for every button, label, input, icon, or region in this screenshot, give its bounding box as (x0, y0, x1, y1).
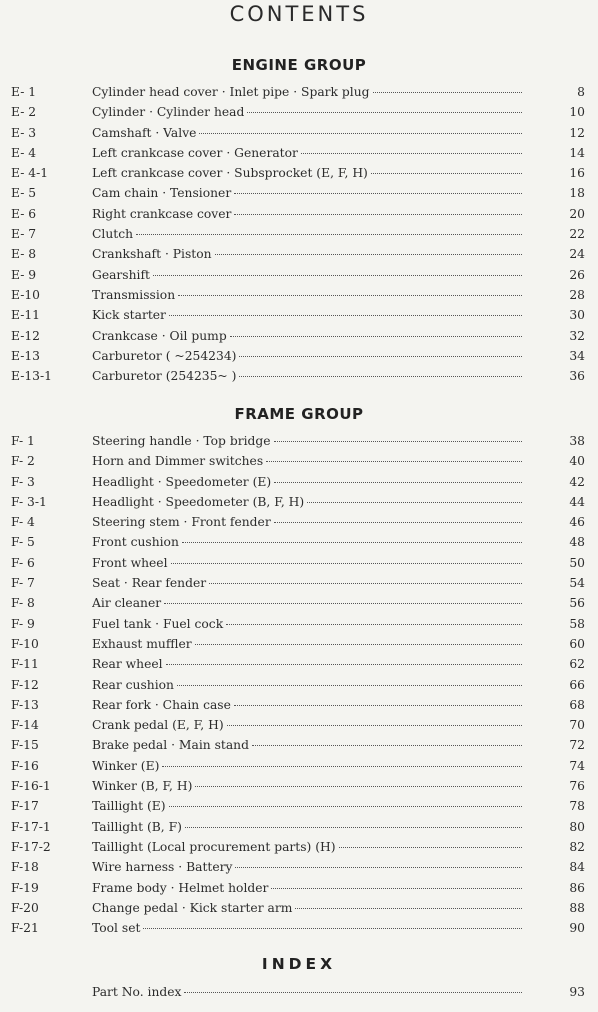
toc-entry (0, 494, 598, 514)
toc-entry-code: F- 5 (11, 535, 35, 550)
toc-entry-title: Fuel tank · Fuel cock (92, 616, 224, 631)
toc-entry-code: F- 9 (11, 616, 35, 631)
toc-entry-title-wrap (92, 145, 522, 162)
toc-entry-page-number: 34 (569, 348, 585, 363)
toc-entry-title-wrap (92, 104, 522, 121)
toc-entry-title-wrap (92, 656, 522, 673)
toc-entry (0, 778, 598, 798)
dot-leader (209, 575, 522, 584)
toc-entry-title: Kick starter (92, 308, 166, 323)
toc-entry-title: Horn and Dimmer switches (92, 454, 264, 469)
toc-entry-title: Tool set (92, 921, 141, 936)
toc-entry-page-number: 32 (569, 328, 585, 343)
dot-leader (266, 453, 522, 462)
toc-entry-title-wrap (92, 226, 522, 243)
toc-entry-title: Front wheel (92, 555, 168, 570)
toc-entry-title-wrap (92, 920, 522, 937)
dot-leader (247, 104, 522, 113)
toc-entry (0, 453, 598, 473)
toc-entry-page-number: 18 (569, 186, 585, 201)
dot-leader (227, 717, 522, 726)
toc-entry-page-number: 24 (569, 247, 585, 262)
toc-entry-code: E- 2 (11, 105, 37, 120)
toc-entry-code: F-10 (11, 636, 39, 651)
toc-entry-title: Wire harness · Battery (92, 860, 233, 875)
dot-leader (164, 595, 522, 604)
toc-entry-title: Crankshaft · Piston (92, 247, 212, 262)
toc-entry (0, 348, 598, 368)
toc-entry-code: E- 4 (11, 145, 37, 160)
toc-entry (0, 595, 598, 615)
toc-entry-page-number: 30 (569, 308, 585, 323)
toc-entry-title-wrap (92, 534, 522, 551)
dot-leader (239, 368, 522, 377)
toc-entry-title: Headlight · Speedometer (E) (92, 474, 272, 489)
toc-entry-title: Cylinder · Cylinder head (92, 105, 245, 120)
toc-entry (0, 287, 598, 307)
toc-entry-title-wrap (92, 636, 522, 653)
dot-leader (252, 737, 522, 746)
toc-entry (0, 717, 598, 737)
toc-entry-title: Left crankcase cover · Generator (92, 145, 298, 160)
toc-entry-code: F-17 (11, 799, 39, 814)
toc-entry-page-number: 44 (569, 494, 585, 509)
dot-leader (234, 185, 522, 194)
toc-entry-code: F-13 (11, 697, 39, 712)
dot-leader (215, 246, 522, 255)
toc-entry-title-wrap (92, 555, 522, 572)
toc-entry-title: Frame body · Helmet holder (92, 880, 269, 895)
toc-entry (0, 125, 598, 145)
toc-entry-page-number: 68 (569, 697, 585, 712)
toc-entry-code: F- 7 (11, 576, 35, 591)
toc-entry-title: Carburetor ( ~254234) (92, 348, 237, 363)
dot-leader (371, 165, 522, 174)
toc-entry-title-wrap (92, 798, 522, 815)
toc-entry-title: Taillight (E) (92, 799, 166, 814)
toc-entry (0, 677, 598, 697)
toc-entry-title: Part No. index (92, 985, 182, 999)
toc-entry-page-number: 48 (569, 535, 585, 550)
toc-entry-title-wrap (92, 474, 522, 491)
dot-leader (143, 920, 522, 929)
toc-entry-title: Gearshift (92, 267, 150, 282)
toc-entry-title-wrap (92, 616, 522, 633)
toc-entry-title: Change pedal · Kick starter arm (92, 900, 293, 915)
toc-entry-title-wrap (92, 348, 522, 365)
dot-leader (274, 514, 522, 523)
toc-entry-page-number: 22 (569, 227, 585, 242)
toc-entry-title: Crankcase · Oil pump (92, 328, 227, 343)
toc-entry-page-number: 58 (569, 616, 585, 631)
toc-entry (0, 616, 598, 636)
dot-leader (171, 555, 522, 564)
toc-entry-title: Steering handle · Top bridge (92, 434, 271, 448)
toc-entry-code: E-10 (11, 287, 41, 302)
toc-entry-title: Crank pedal (E, F, H) (92, 718, 224, 733)
dot-leader (162, 758, 522, 767)
toc-entry (0, 226, 598, 246)
toc-entry-title-wrap (92, 900, 522, 917)
index-group-list (0, 984, 598, 1004)
toc-entry-title-wrap (92, 677, 522, 694)
toc-entry-page-number: 60 (569, 636, 585, 651)
toc-entry-title: Clutch (92, 227, 134, 242)
toc-entry-page-number: 16 (569, 166, 585, 181)
index-group-title: INDEX (261, 955, 337, 973)
toc-entry-page-number: 40 (569, 454, 585, 469)
dot-leader (199, 125, 522, 134)
toc-entry-title-wrap (92, 839, 522, 856)
toc-entry-code: F-12 (11, 677, 39, 692)
toc-entry-code: F- 4 (11, 515, 35, 530)
engine-group-list (0, 84, 598, 388)
toc-entry-code: E- 6 (11, 206, 37, 221)
toc-entry-code: F- 2 (11, 454, 35, 469)
toc-entry-page-number: 78 (569, 799, 585, 814)
toc-entry-title-wrap (92, 433, 522, 450)
toc-entry (0, 900, 598, 920)
toc-entry-code: F-21 (11, 921, 39, 936)
toc-entry-code: F-20 (11, 900, 39, 915)
toc-entry-title: Taillight (Local procurement parts) (H) (92, 839, 336, 854)
toc-entry-code: F-16-1 (11, 779, 51, 794)
toc-entry-title: Transmission (92, 287, 176, 302)
toc-entry-title-wrap (92, 328, 522, 345)
toc-entry-code: E- 3 (11, 125, 37, 140)
dot-leader (234, 697, 522, 706)
toc-entry-title-wrap (92, 185, 522, 202)
toc-entry-title-wrap (92, 165, 522, 182)
toc-entry-title-wrap (92, 307, 522, 324)
toc-entry-title-wrap (92, 984, 522, 1001)
dot-leader (185, 819, 522, 828)
toc-entry-title: Seat · Rear fender (92, 576, 207, 591)
toc-entry-code: F-14 (11, 718, 39, 733)
toc-entry-code: F-19 (11, 880, 39, 895)
toc-entry (0, 575, 598, 595)
toc-entry-page-number: 66 (569, 677, 585, 692)
toc-entry-page-number: 54 (569, 576, 585, 591)
toc-entry-code: E- 1 (11, 85, 37, 99)
toc-entry-page-number: 72 (569, 738, 585, 753)
toc-entry-page-number: 74 (569, 758, 585, 773)
toc-entry-title-wrap (92, 880, 522, 897)
toc-entry (0, 737, 598, 757)
toc-entry-title-wrap (92, 737, 522, 754)
dot-leader (166, 656, 522, 665)
toc-entry-title: Cylinder head cover · Inlet pipe · Spark plug (92, 85, 370, 99)
toc-entry-title-wrap (92, 819, 522, 836)
toc-entry-page-number: 38 (569, 434, 585, 448)
dot-leader (235, 859, 522, 868)
dot-leader (153, 267, 522, 276)
toc-entry (0, 859, 598, 879)
toc-entry (0, 104, 598, 124)
dot-leader (178, 287, 522, 296)
toc-entry-code: E-12 (11, 328, 41, 343)
toc-entry-code: E-13-1 (11, 369, 52, 384)
toc-entry-title-wrap (92, 778, 522, 795)
toc-entry-title: Camshaft · Valve (92, 125, 197, 140)
toc-entry-title: Brake pedal · Main stand (92, 738, 249, 753)
toc-entry-page-number: 28 (569, 287, 585, 302)
toc-entry-title-wrap (92, 758, 522, 775)
toc-entry-code: E- 4-1 (11, 166, 49, 181)
toc-entry-page-number: 26 (569, 267, 585, 282)
toc-entry (0, 307, 598, 327)
toc-entry-title-wrap (92, 514, 522, 531)
toc-entry-title-wrap (92, 697, 522, 714)
toc-entry-title-wrap (92, 859, 522, 876)
dot-leader (195, 778, 522, 787)
toc-entry-title-wrap (92, 494, 522, 511)
toc-entry-code: F-18 (11, 860, 39, 875)
page-title: CONTENTS (229, 2, 369, 26)
toc-entry-page-number: 88 (569, 900, 585, 915)
toc-entry (0, 819, 598, 839)
dot-leader (234, 206, 522, 215)
toc-entry-title: Winker (E) (92, 758, 160, 773)
dot-leader (271, 880, 522, 889)
toc-entry-code: E- 8 (11, 247, 37, 262)
toc-entry-page-number: 14 (569, 145, 585, 160)
toc-entry-title: Headlight · Speedometer (B, F, H) (92, 494, 305, 509)
toc-entry (0, 246, 598, 266)
toc-entry-title: Rear wheel (92, 657, 163, 672)
toc-entry (0, 798, 598, 818)
toc-entry-title-wrap (92, 287, 522, 304)
toc-entry-title-wrap (92, 125, 522, 142)
toc-entry-title-wrap (92, 575, 522, 592)
dot-leader (195, 636, 522, 645)
toc-entry-title: Air cleaner (92, 596, 162, 611)
dot-leader (184, 984, 522, 993)
toc-entry-page-number: 86 (569, 880, 585, 895)
toc-entry (0, 433, 598, 453)
toc-entry-title: Cam chain · Tensioner (92, 186, 232, 201)
toc-entry-title-wrap (92, 246, 522, 263)
toc-entry-title: Rear cushion (92, 677, 174, 692)
toc-entry-title: Steering stem · Front fender (92, 515, 271, 530)
dot-leader (226, 616, 522, 625)
toc-entry-title: Carburetor (254235~ ) (92, 369, 237, 384)
toc-entry (0, 920, 598, 940)
toc-entry-page-number: 82 (569, 839, 585, 854)
toc-entry-code: F- 3-1 (11, 494, 47, 509)
frame-group-title: FRAME GROUP (234, 405, 364, 423)
dot-leader (274, 474, 522, 483)
toc-entry-title-wrap (92, 84, 522, 101)
toc-entry-page-number: 84 (569, 860, 585, 875)
toc-entry (0, 474, 598, 494)
toc-entry (0, 534, 598, 554)
toc-entry-code: F-15 (11, 738, 39, 753)
toc-entry-code: F-16 (11, 758, 39, 773)
toc-entry (0, 984, 598, 1004)
toc-entry-title-wrap (92, 267, 522, 284)
toc-entry-title: Right crankcase cover (92, 206, 232, 221)
toc-entry (0, 758, 598, 778)
toc-entry-page-number: 8 (577, 85, 585, 99)
toc-entry-title: Rear fork · Chain case (92, 697, 231, 712)
dot-leader (301, 145, 522, 154)
toc-entry-page-number: 76 (569, 779, 585, 794)
toc-entry-title-wrap (92, 717, 522, 734)
toc-entry-title-wrap (92, 595, 522, 612)
toc-entry (0, 185, 598, 205)
toc-entry-title: Winker (B, F, H) (92, 779, 193, 794)
dot-leader (373, 84, 523, 93)
dot-leader (239, 348, 522, 357)
dot-leader (274, 433, 522, 442)
toc-entry-code: E- 9 (11, 267, 37, 282)
toc-entry-code: F-17-2 (11, 839, 51, 854)
toc-entry-page-number: 20 (569, 206, 585, 221)
dot-leader (182, 534, 522, 543)
toc-entry (0, 636, 598, 656)
toc-entry-title-wrap (92, 453, 522, 470)
toc-entry (0, 880, 598, 900)
toc-entry (0, 206, 598, 226)
toc-entry-page-number: 12 (569, 125, 585, 140)
dot-leader (177, 677, 522, 686)
toc-entry-page-number: 42 (569, 474, 585, 489)
toc-entry-page-number: 93 (569, 985, 585, 999)
toc-entry-page-number: 36 (569, 369, 585, 384)
toc-entry-code: F- 3 (11, 474, 35, 489)
toc-entry (0, 165, 598, 185)
toc-entry (0, 656, 598, 676)
dot-leader (136, 226, 522, 235)
toc-entry-code: F- 6 (11, 555, 35, 570)
toc-entry-code: E- 7 (11, 227, 37, 242)
toc-entry-page-number: 70 (569, 718, 585, 733)
toc-entry-title: Exhaust muffler (92, 636, 192, 651)
engine-group-title: ENGINE GROUP (231, 56, 367, 74)
toc-entry (0, 839, 598, 859)
toc-entry-page-number: 50 (569, 555, 585, 570)
toc-entry-code: E- 5 (11, 186, 37, 201)
dot-leader (295, 900, 522, 909)
toc-entry (0, 368, 598, 388)
toc-entry-code: E-11 (11, 308, 41, 323)
dot-leader (169, 798, 522, 807)
toc-entry (0, 697, 598, 717)
toc-entry (0, 267, 598, 287)
toc-entry-title: Left crankcase cover · Subsprocket (E, F, H) (92, 166, 368, 181)
toc-entry-code: F-11 (11, 657, 39, 672)
toc-entry (0, 145, 598, 165)
toc-entry (0, 555, 598, 575)
dot-leader (230, 328, 522, 337)
toc-entry-code: F- 1 (11, 434, 35, 448)
dot-leader (169, 307, 522, 316)
toc-entry-code: E-13 (11, 348, 41, 363)
toc-entry-title: Front cushion (92, 535, 179, 550)
toc-entry-page-number: 56 (569, 596, 585, 611)
toc-entry (0, 84, 598, 104)
toc-entry (0, 328, 598, 348)
toc-entry-page-number: 62 (569, 657, 585, 672)
dot-leader (339, 839, 522, 848)
toc-entry (0, 514, 598, 534)
toc-entry-page-number: 80 (569, 819, 585, 834)
toc-entry-page-number: 46 (569, 515, 585, 530)
toc-entry-page-number: 90 (569, 921, 585, 936)
toc-entry-title: Taillight (B, F) (92, 819, 182, 834)
toc-entry-title-wrap (92, 206, 522, 223)
toc-entry-code: F- 8 (11, 596, 35, 611)
toc-entry-page-number: 10 (569, 105, 585, 120)
toc-entry-code: F-17-1 (11, 819, 51, 834)
dot-leader (307, 494, 522, 503)
frame-group-list (0, 433, 598, 940)
toc-entry-title-wrap (92, 368, 522, 385)
